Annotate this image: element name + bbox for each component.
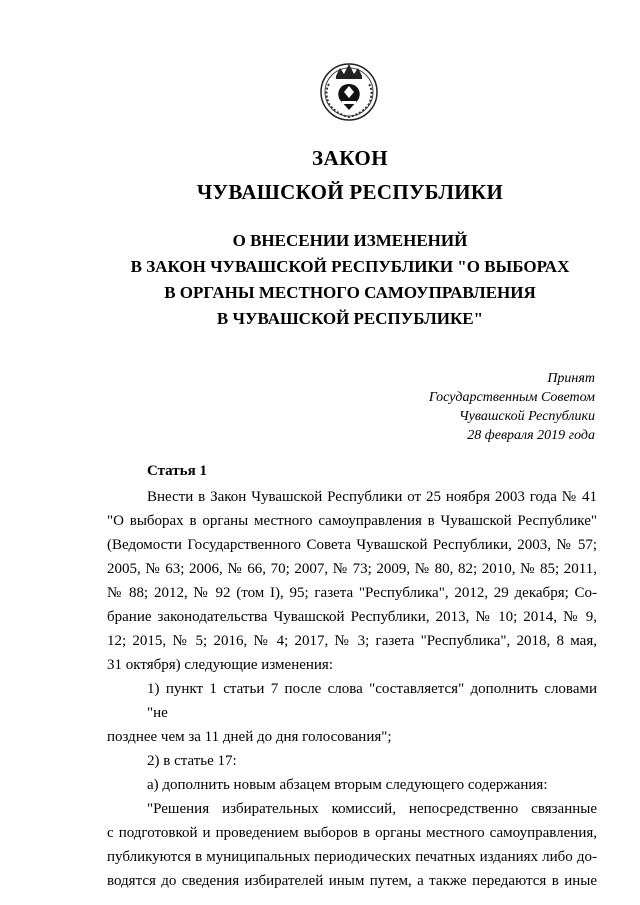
adoption-line: Чувашской Республики (459, 409, 595, 424)
text-line: 1) пункт 1 статьи 7 после слова "составляется" дополнить словами "не (147, 681, 597, 721)
subtitle-line: В ЧУВАШСКОЙ РЕСПУБЛИКЕ" (216, 309, 484, 328)
article-heading: Статья 1 (147, 463, 207, 479)
text-line: Внести в Закон Чувашской Республики от 25 ноября 2003 года № 41 (147, 489, 597, 505)
text-line: брание законодательства Чувашской Республики, 2013, № 10; 2014, № 9, (107, 609, 597, 625)
text-line: "Решения избирательных комиссий, непосредственно связанные (147, 801, 597, 817)
text-line: публикуются в муниципальных периодических печатных изданиях либо до- (107, 849, 597, 865)
text-line: с подготовкой и проведением выборов в органы местного самоуправления, (107, 825, 597, 841)
subtitle-line: О ВНЕСЕНИИ ИЗМЕНЕНИЙ (232, 231, 468, 250)
text-line: позднее чем за 11 дней до дня голосования"; (107, 729, 392, 745)
text-line: № 88; 2012, № 92 (том I), 95; газета "Республика", 2012, 29 декабря; Со- (107, 585, 597, 601)
document-title-republic: ЧУВАШСКОЙ РЕСПУБЛИКИ (196, 180, 504, 204)
adoption-line: Государственным Советом (428, 390, 595, 405)
text-line: "О выборах в органы местного самоуправления в Чувашской Республике" (107, 513, 597, 529)
text-line: 31 октября) следующие изменения: (107, 657, 333, 673)
law-subtitle (100, 228, 600, 332)
subtitle-line: В ОРГАНЫ МЕСТНОГО САМОУПРАВЛЕНИЯ (164, 283, 536, 302)
text-line: 2) в статье 17: (147, 753, 237, 769)
text-line: а) дополнить новым абзацем вторым следующего содержания: (147, 777, 548, 793)
adoption-line: Принят (547, 371, 595, 386)
text-line: 2005, № 63; 2006, № 66, 70; 2007, № 73; 2009, № 80, 82; 2010, № 85; 2011, (107, 561, 597, 577)
text-line: 12; 2015, № 5; 2016, № 4; 2017, № 3; газета "Республика", 2018, 8 мая, (107, 633, 597, 649)
text-line: (Ведомости Государственного Совета Чувашской Республики, 2003, № 57; (107, 537, 597, 553)
adoption-date: 28 февраля 2019 года (467, 428, 595, 443)
text-line: водятся до сведения избирателей иным путем, а также передаются в иные (107, 873, 597, 889)
adoption-note (429, 369, 595, 445)
article-body (107, 485, 597, 893)
coat-of-arms-emblem (316, 54, 382, 124)
document-title-zakon: ЗАКОН (311, 146, 389, 170)
subtitle-line: В ЗАКОН ЧУВАШСКОЙ РЕСПУБЛИКИ "О ВЫБОРАХ (130, 257, 570, 276)
